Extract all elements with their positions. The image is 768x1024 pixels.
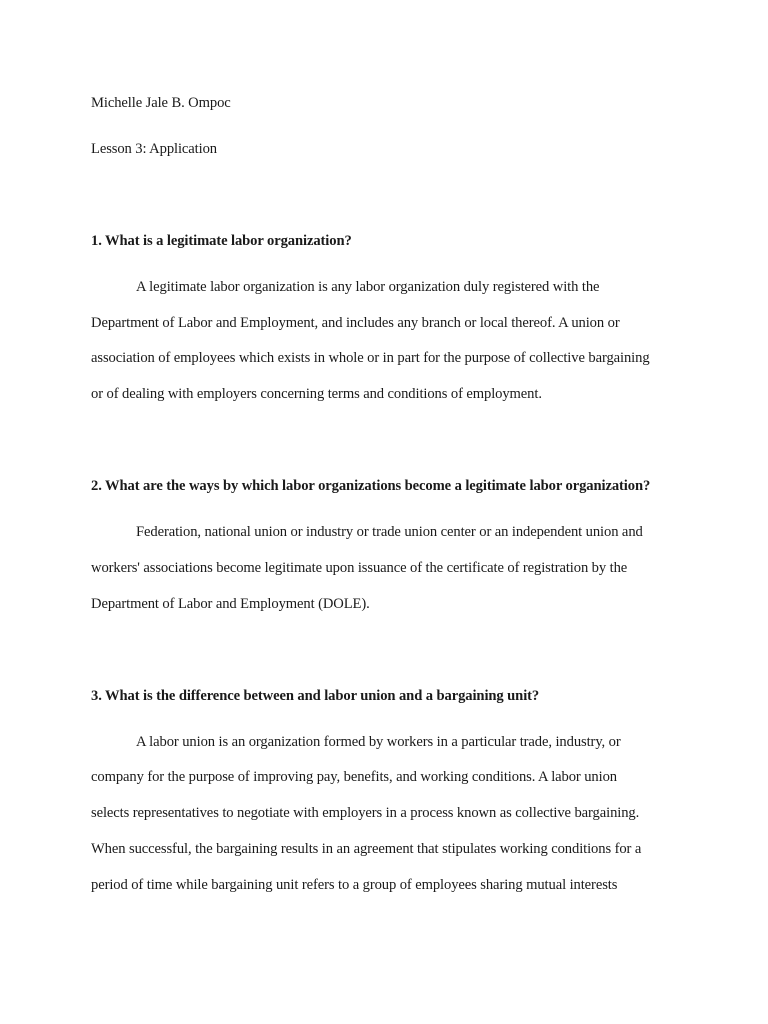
answer-1-line: association of employees which exists in whole or in part for the purpose of collective bargaining	[91, 350, 650, 366]
answer-1-line: A legitimate labor organization is any labor organization duly registered with the	[136, 279, 600, 295]
answer-3-line: period of time while bargaining unit refers to a group of employees sharing mutual interests	[91, 877, 618, 893]
answer-2-line: workers' associations become legitimate upon issuance of the certificate of registration by the	[91, 560, 628, 576]
answer-1-line: Department of Labor and Employment, and includes any branch or local thereof. A union or	[91, 315, 620, 331]
answer-2-line: Federation, national union or industry or trade union center or an independent union and	[136, 524, 643, 540]
answer-2-line: Department of Labor and Employment (DOLE).	[91, 596, 370, 612]
answer-3-line: selects representatives to negotiate with employers in a process known as collective bargaining.	[91, 805, 640, 821]
lesson-title: Lesson 3: Application	[91, 141, 217, 157]
question-2-heading: 2. What are the ways by which labor organizations become a legitimate labor organization?	[91, 478, 651, 494]
question-1-heading: 1. What is a legitimate labor organization?	[91, 233, 352, 249]
answer-1-line: or of dealing with employers concerning terms and conditions of employment.	[91, 386, 542, 402]
answer-3-line: When successful, the bargaining results in an agreement that stipulates working conditions for a	[91, 841, 642, 857]
author-name: Michelle Jale B. Ompoc	[91, 95, 231, 111]
answer-3-line: A labor union is an organization formed by workers in a particular trade, industry, or	[136, 734, 621, 750]
answer-3-line: company for the purpose of improving pay, benefits, and working conditions. A labor union	[91, 769, 617, 785]
question-3-heading: 3. What is the difference between and labor union and a bargaining unit?	[91, 688, 540, 704]
